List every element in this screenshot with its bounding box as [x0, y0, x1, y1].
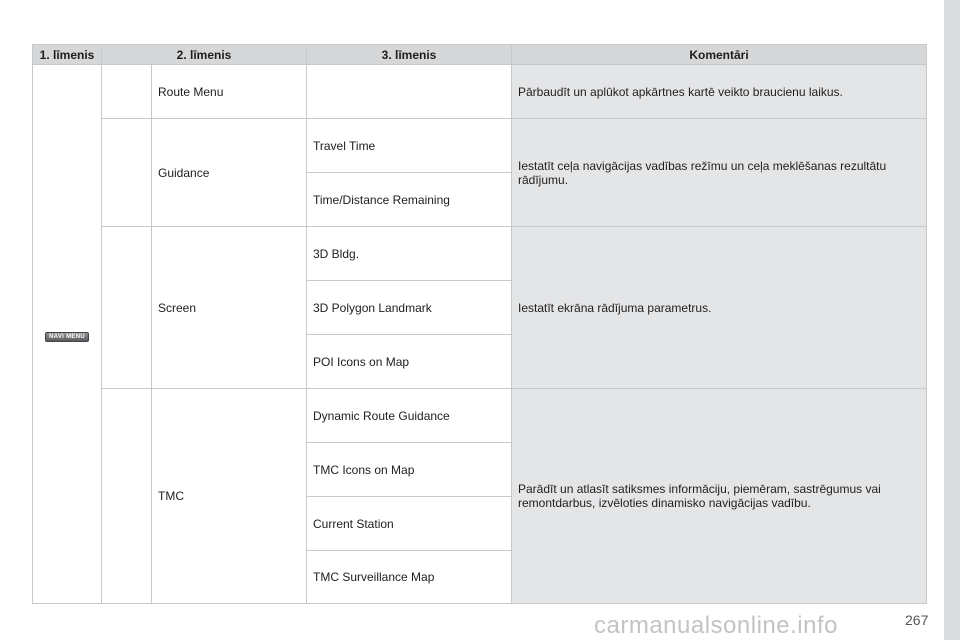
spacer-cell [102, 119, 152, 227]
level3-poi-icons-on-map: POI Icons on Map [307, 335, 512, 389]
navigation-menu-table [32, 44, 927, 604]
comment-tmc: Parādīt un atlasīt satiksmes informāciju, piemēram, sastrēgumus vai remontdarbus, izvēloties dinamisko navigācijas vadību. [512, 389, 927, 604]
level2-tmc: TMC [152, 389, 307, 604]
level2-route-menu: Route Menu [152, 65, 307, 119]
header-level1: 1. līmenis [32, 44, 102, 65]
level3-dynamic-route-guidance: Dynamic Route Guidance [307, 389, 512, 443]
level3-tmc-icons-on-map: TMC Icons on Map [307, 443, 512, 497]
level3-time-distance-remaining: Time/Distance Remaining [307, 173, 512, 227]
comment-route-menu: Pārbaudīt un aplūkot apkārtnes kartē veikto braucienu laikus. [512, 65, 927, 119]
spacer-cell [102, 227, 152, 389]
level3-cell [307, 65, 512, 119]
side-strip [944, 0, 960, 640]
level3-travel-time: Travel Time [307, 119, 512, 173]
header-level3: 3. līmenis [307, 44, 512, 65]
header-level2: 2. līmenis [102, 44, 307, 65]
spacer-cell [102, 65, 152, 119]
watermark: carmanualsonline.info [594, 612, 838, 639]
level3-3d-bldg: 3D Bldg. [307, 227, 512, 281]
header-comments: Komentāri [512, 44, 927, 65]
level3-current-station: Current Station [307, 497, 512, 551]
comment-guidance: Iestatīt ceļa navigācijas vadības režīmu un ceļa meklēšanas rezultātu rādījumu. [512, 119, 927, 227]
comment-screen: Iestatīt ekrāna rādījuma parametrus. [512, 227, 927, 389]
page-number: 267 [905, 612, 929, 628]
level2-guidance: Guidance [152, 119, 307, 227]
navi-menu-button-icon: NAVI MENU [45, 332, 89, 342]
level3-3d-polygon-landmark: 3D Polygon Landmark [307, 281, 512, 335]
level3-tmc-surveillance-map: TMC Surveillance Map [307, 551, 512, 604]
spacer-cell [102, 389, 152, 604]
level2-screen: Screen [152, 227, 307, 389]
